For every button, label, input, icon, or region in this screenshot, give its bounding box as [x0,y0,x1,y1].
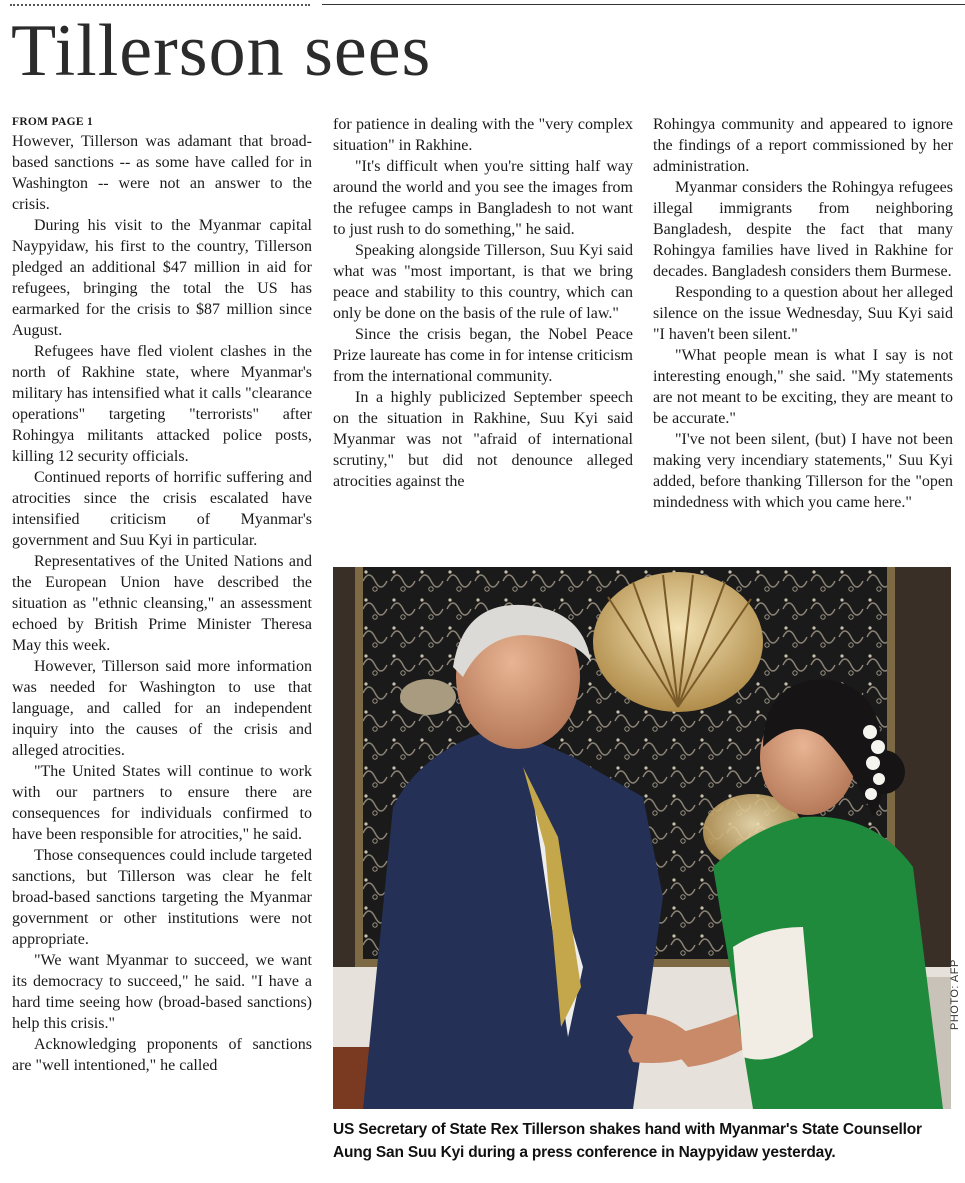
paragraph: Continued reports of horrific suffering and atrocities since the crisis escalated have intensified criticism of Myanmar's government and Suu Kyi in particular. [12,469,312,549]
handshake-photo-illustration [333,567,951,1109]
paragraph: Rohingya community and appeared to ignore the findings of a report commissioned by her administration. [653,116,953,175]
paragraph: "We want Myanmar to succeed, we want its democracy to succeed," he said. "I have a hard time seeing how (broad-based sanctions) help this crisis." [12,952,312,1032]
paragraph: Representatives of the United Nations and the European Union have described the situation as "ethnic cleansing," an assessment echoed by British Prime Minister Theresa May this week. [12,553,312,654]
paragraph: During his visit to the Myanmar capital Naypyidaw, his first to the country, Tillerson pledged an additional $47 million in aid for refugees, bringing the total the US has earmarked for the crisis to $87 million since August. [12,217,312,339]
paragraph: Speaking alongside Tillerson, Suu Kyi said what was "most important, is that we bring peace and stability to this country, which can only be done on the basis of the rule of law." [333,242,633,322]
paragraph: Responding to a question about her alleged silence on the issue Wednesday, Suu Kyi said "I haven't been silent." [653,284,953,343]
paragraph: Myanmar considers the Rohingya refugees illegal immigrants from neighboring Bangladesh, despite the fact that many Rohingya families have lived in Rakhine for decades. Bangladesh considers them Burmese. [653,179,953,280]
paragraph: Acknowledging proponents of sanctions are "well intentioned," he called [12,1036,312,1074]
headline: Tillerson sees [11,10,432,92]
paragraph: However, Tillerson was adamant that broad-based sanctions -- as some have called for in Washington -- were not an answer to the crisis. [12,133,312,213]
paragraph: In a highly publicized September speech on the situation in Rakhine, Suu Kyi said Myanmar was not "afraid of international scrutiny," but did not denounce alleged atrocities against the [333,389,633,490]
top-dotted-rule [10,4,310,6]
article-column-1 [12,114,312,1076]
photo-credit: PHOTO: AFP [949,959,961,1030]
article-column-3 [653,114,953,513]
paragraph: "The United States will continue to work with our partners to ensure there are consequences for individuals confirmed to have been responsible for atrocities," he said. [12,763,312,843]
photo-caption: US Secretary of State Rex Tillerson shakes hand with Myanmar's State Counsellor Aung San Suu Kyi during a press conference in Naypyidaw yesterday. [333,1121,922,1161]
paragraph: "It's difficult when you're sitting half way around the world and you see the images from the refugee camps in Bangladesh to not want to just rush to do something," he said. [333,158,633,238]
article-column-2 [333,114,633,492]
paragraph: Since the crisis began, the Nobel Peace Prize laureate has come in for intense criticism from the international community. [333,326,633,385]
paragraph: Refugees have fled violent clashes in the north of Rakhine state, where Myanmar's military has intensified what it calls "clearance operations" targeting "terrorists" after Rohingya militants attacked police posts, killing 12 security officials. [12,343,312,465]
paragraph: "What people mean is what I say is not interesting enough," she said. "My statements are not meant to be exciting, they are meant to be accurate." [653,347,953,427]
paragraph: Those consequences could include targeted sanctions, but Tillerson was clear he felt broad-based sanctions targeting the Myanmar government or other institutions were not appropriate. [12,847,312,948]
news-photo [333,567,951,1109]
top-solid-rule [322,4,965,5]
paragraph: However, Tillerson said more information was needed for Washington to use that language, and called for an independent inquiry into the causes of the crisis and alleged atrocities. [12,658,312,759]
paragraph: "I've not been silent, (but) I have not been making very incendiary statements," Suu Kyi added, before thanking Tillerson for the "open mindedness with which you came here." [653,431,953,511]
paragraph: for patience in dealing with the "very complex situation" in Rakhine. [333,116,633,154]
from-page-kicker: FROM PAGE 1 [12,116,94,128]
